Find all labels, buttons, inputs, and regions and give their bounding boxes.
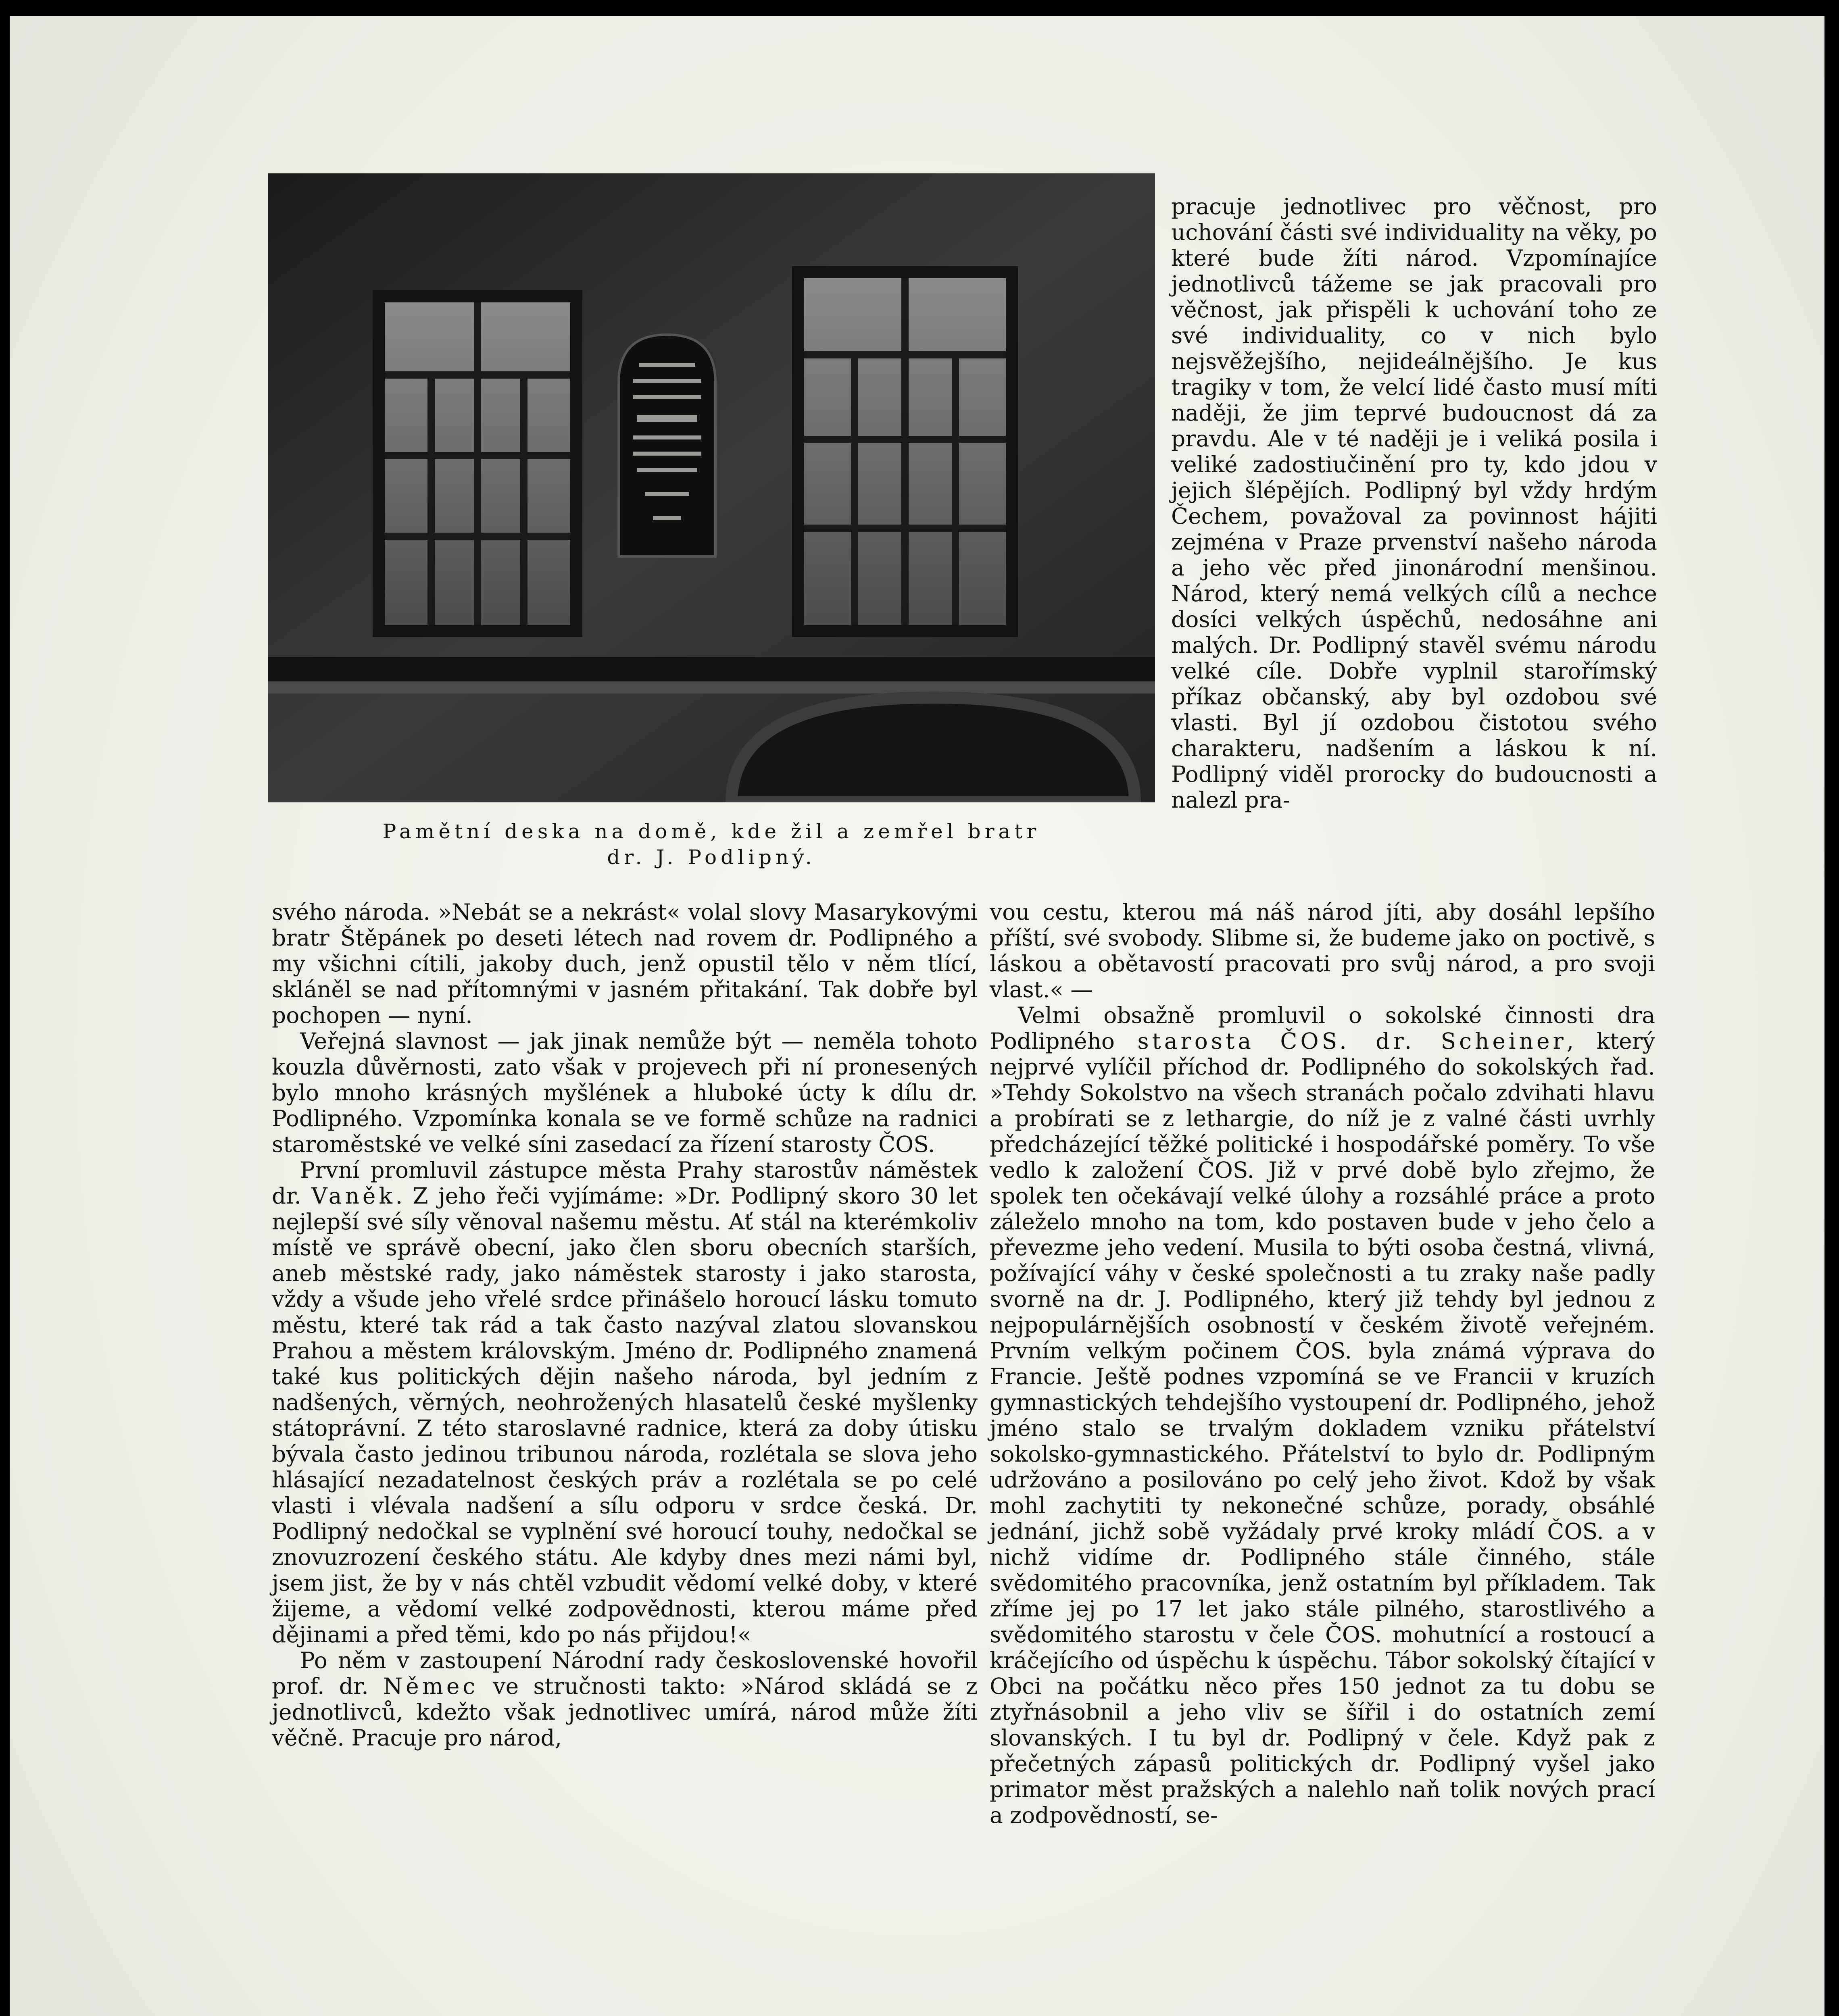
speaker-name-vanek: Vaněk [311, 1183, 396, 1209]
left-paragraph-1: svého národa. »Nebát se a nekrást« volal slovy Masarykovými bratr Štěpánek po deseti létech nad rovem dr. Podlipného a my všichni cítili, jakoby duch, jenž opustil tělo v něm tlící, skláněl se nad přítomnými v jasném přitakání. Tak dobře byl pochopen — nyní. [272, 899, 978, 1028]
left-p4-start: Po něm v zastoupení Národní rady československé hovořil prof. dr. [272, 1647, 978, 1699]
speaker-name-scheiner: starosta ČOS. dr. Scheiner [1137, 1028, 1567, 1054]
memorial-plaque-photo [268, 173, 1155, 802]
right-p2-start: Velmi obsažně promluvil o sokolské činnosti dra Podlipného [990, 1002, 1655, 1054]
document-page [10, 16, 1824, 2016]
left-paragraph-2: Veřejná slavnost — jak jinak nemůže být — neměla tohoto kouzla důvěrnosti, zato však v projevech při ní pronesených bylo mnoho krásných myšlének a hluboké úcty k dílu dr. Podlipného. Vzpomínka konala se ve formě schůze na radnici staroměstské ve velké síni zasedací za řízení starosty ČOS. [272, 1028, 978, 1157]
right-top-column [1171, 194, 1657, 813]
left-p3-rest: . Z jeho řeči vyjímáme: »Dr. Podlipný skoro 30 let nejlepší své síly věnoval našemu městu. Ať stál na kterémkoliv místě ve správě obecní, jako člen sboru obecních starších, aneb městské rady, jako náměstek starosty i jako starosta, vždy a všude jeho vřelé srdce přinášelo horoucí lásku tomuto městu, které tak rád a tak často nazýval zlatou slovanskou Prahou a městem královským. Jméno dr. Podlipného znamená také kus politických dějin našeho národa, byl jedním z nadšených, věrných, neohrožených hlasatelů české myšlenky státoprávní. Z této staroslavné radnice, která za doby útisku bývala často jedinou tribunou národa, rozlétala se slova jeho hlásající nezadatelnost českých práv a rozlétala se po celé vlasti i vlévala nadšení a sílu odporu v srdce česká. Dr. Podlipný nedočkal se vyplnění své horoucí touhy, nedočkal se znovuzrození českého státu. Ale kdyby dnes mezi námi byl, jsem jist, že by v nás chtěl vzbudit vědomí velké doby, v které žijeme, a vědomí velké zodpovědnosti, kterou máme před dějinami a před těmi, kdo po nás přijdou!« [272, 1183, 978, 1647]
right-column [990, 899, 1655, 1828]
left-paragraph-4 [272, 1647, 978, 1751]
left-p3-start: První promluvil zástupce města Prahy starostův náměstek dr. [272, 1157, 978, 1209]
right-p2-rest: , který nejprvé vylíčil příchod dr. Podlipného do sokolských řad. »Tehdy Sokolstvo na všech stranách počalo zdvihati hlavu a probírati se z lethargie, do níž je z valné části uvrhly předcházející těžké politické i hospodářské poměry. To vše vedlo k založení ČOS. Již v prvé době bylo zřejmo, že spolek ten očekávají velké úlohy a rozsáhlé práce a proto záleželo mnoho na tom, kdo postaven bude v jeho čelo a převezme jeho vedení. Musila to býti osoba čestná, vlivná, požívající váhy v české společnosti a tu zraky naše padly svorně na dr. J. Podlipného, který již tehdy byl jednou z nejpopulárnějších osobností v českém životě veřejném. Prvním velkým počinem ČOS. byla známá výprava do Francie. Ještě podnes vzpomíná se ve Francii v kruzích gymnastických tehdejšího vystoupení dr. Podlipného, jehož jméno stalo se trvalým dokladem vzniku přátelství sokolsko-gymnastického. Přátelství to bylo dr. Podlipným udržováno a posilováno po celý jeho život. Kdož by však mohl zachytiti ty nekonečné schůze, porady, obsáhlé jednání, jichž sobě vyžádaly prvé kroky mládí ČOS. a v nichž vidíme dr. Podlipného stále činného, stále svědomitého pracovníka, jenž ostatním byl příkladem. Tak zříme jej po 17 let jako stále pilného, starostlivého a svědomitého starostu v čele ČOS. mohutnící a rostoucí a kráčejícího od úspěchu k úspěchu. Tábor sokolský čítající v Obci na počátku něco přes 150 jednot za tu dobu se ztyřnásobnil a jeho vliv se šířil i do ostatních zemí slovanských. I tu byl dr. Podlipný v čele. Když pak z přečetných zápasů politických dr. Podlipný vyšel jako primator měst pražských a nalehlo naň tolik nových prací a zodpovědností, se- [990, 1028, 1656, 1828]
left-p4-rest: ve stručnosti takto: »Národ skládá se z jednotlivců, kdežto však jednotlivec umírá, národ může žíti věčně. Pracuje pro národ, [272, 1673, 978, 1751]
left-column [272, 899, 978, 1751]
caption-line-1: Pamětní deska na domě, kde žil a zemřel bratr [382, 820, 1040, 843]
speaker-name-nemec: Němec [383, 1673, 479, 1699]
photo-caption [268, 818, 1155, 870]
right-paragraph-1: vou cestu, kterou má náš národ jíti, aby dosáhl lepšího příští, své svobody. Slibme si, že budeme jako on poctivě, s láskou a obětavostí pracovati pro svůj národ, a pro svoji vlast.« — [990, 899, 1655, 1002]
left-paragraph-3 [272, 1157, 978, 1647]
right-paragraph-2 [990, 1002, 1655, 1828]
photo-image [268, 173, 1155, 802]
right-top-paragraph: pracuje jednotlivec pro věčnost, pro uchování části své individuality na věky, po které bude žíti národ. Vzpomínajíce jednotlivců tážeme se jak pracovali pro věčnost, jak přispěli k uchování toho ze své individuality, co v nich bylo nejsvěžejšího, nejideálnějšího. Je kus tragiky v tom, že velcí lidé často musí míti naději, že jim teprvé budoucnost dá za pravdu. Ale v té naději je i veliká posila i veliké zadostiučinění pro ty, kdo jdou v jejich šlépějích. Podlipný byl vždy hrdým Čechem, považoval za povinnost hájiti zejména v Praze prvenství našeho národa a jeho věc před jinonárodní menšinou. Národ, který nemá velkých cílů a nechce dosíci velkých úspěchů, nedosáhne ani malých. Dr. Podlipný stavěl svému národu velké cíle. Dobře vyplnil starořímský příkaz občanský, aby byl ozdobou své vlasti. Byl jí ozdobou čistotou svého charakteru, nadšením a láskou k ní. Podlipný viděl prorocky do budoucnosti a nalezl pra- [1171, 194, 1657, 813]
caption-line-2: dr. J. Podlipný. [607, 846, 816, 869]
